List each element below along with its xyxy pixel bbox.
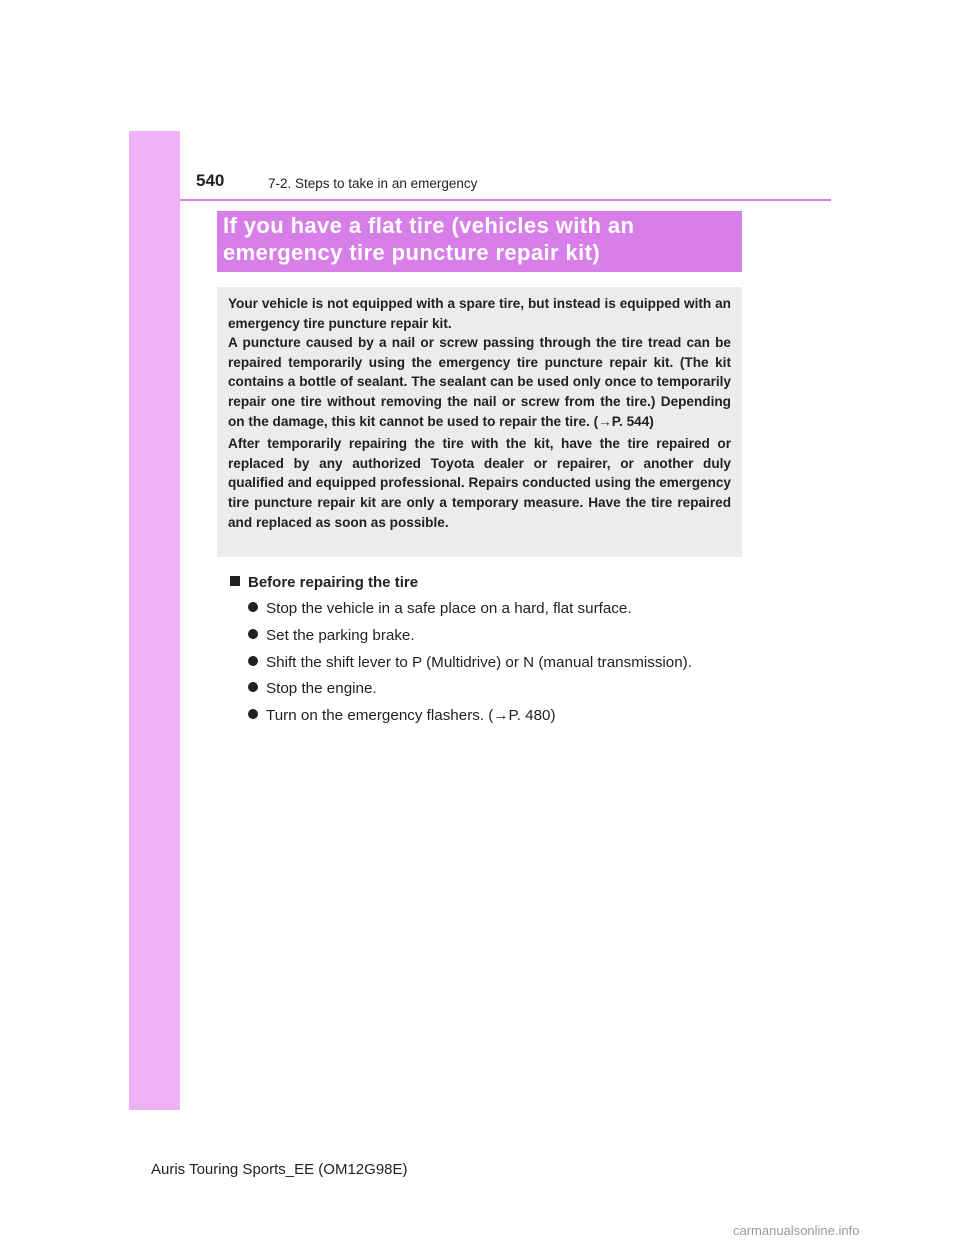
- square-bullet-icon: [230, 576, 240, 586]
- before-repair-list: [248, 600, 692, 734]
- list-item: Shift the shift lever to P (Multidrive) or N (manual transmission).: [248, 654, 692, 672]
- list-item: Stop the vehicle in a safe place on a hard, flat surface.: [248, 600, 692, 618]
- list-item: Stop the engine.: [248, 680, 692, 698]
- intro-box: [217, 287, 742, 557]
- bullet-dot-icon: [248, 602, 258, 612]
- footer-model: Auris Touring Sports_EE (OM12G98E): [151, 1161, 408, 1178]
- chapter-side-tab: [129, 131, 180, 1110]
- page-number: 540: [196, 171, 225, 190]
- before-repair-heading-text: Before repairing the tire: [248, 574, 419, 591]
- intro-paragraph-3: After temporarily repairing the tire with the kit, have the tire repaired or replaced by any authorized Toyota dealer or repairer, or another duly qualified and equipped professional. Repairs conducted using the emergency tire puncture repair kit are only a temporary measure. Have the tire repaired and replaced as soon as possible.: [228, 436, 731, 530]
- list-item: Turn on the emergency flashers. (→P. 480): [248, 707, 692, 725]
- before-repair-heading: [230, 574, 418, 591]
- bullet-dot-icon: [248, 682, 258, 692]
- page-title: [217, 211, 742, 272]
- section-title: 7-2. Steps to take in an emergency: [268, 176, 478, 191]
- bullet-dot-icon: [248, 709, 258, 719]
- header-divider: [180, 199, 831, 201]
- bullet-dot-icon: [248, 656, 258, 666]
- intro-paragraph-1: Your vehicle is not equipped with a spare tire, but instead is equipped with an emergency tire puncture repair kit.: [228, 296, 731, 331]
- intro-paragraph-2: A puncture caused by a nail or screw passing through the tire tread can be repaired temporarily using the emergency tire puncture repair kit. (The kit contains a bottle of sealant. The sealant can be used only once to temporarily repair one tire without removing the nail or screw from the tire.) Depending on the damage, this kit cannot be used to repair the tire. (→P. 544): [228, 335, 731, 429]
- page-title-line-2: emergency tire puncture repair kit): [223, 240, 601, 265]
- watermark: carmanualsonline.info: [733, 1223, 860, 1238]
- list-item: Set the parking brake.: [248, 627, 692, 645]
- page-title-line-1: If you have a flat tire (vehicles with an: [223, 213, 635, 238]
- bullet-dot-icon: [248, 629, 258, 639]
